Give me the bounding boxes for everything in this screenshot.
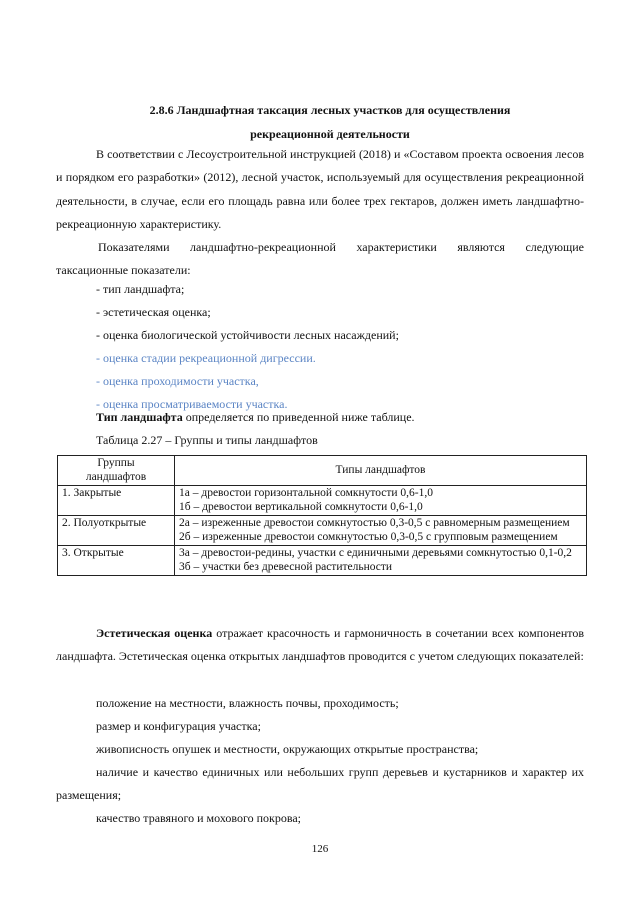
landscape-type-paragraph bbox=[96, 410, 415, 424]
aesthetic-item: положение на местности, влажность почвы, проходимость; bbox=[96, 696, 399, 710]
indicator-item-biological-stability: - оценка биологической устойчивости лесных насаждений; bbox=[96, 328, 399, 342]
types-cell bbox=[175, 516, 587, 546]
section-heading-line-2: рекреационной деятельности bbox=[250, 127, 410, 141]
header-types: Типы ландшафтов bbox=[175, 456, 587, 486]
aesthetic-text: отражает красочность и гармоничность в сочетании всех компонентов ландшафта. Эстетическая оценка открытых ландшафтов проводится с учетом следующих показателей: bbox=[56, 626, 585, 664]
landscape-type-term: Тип ландшафта bbox=[96, 410, 183, 424]
table-row bbox=[58, 546, 587, 576]
indicator-item-digression: - оценка стадии рекреационной дигрессии. bbox=[96, 351, 316, 365]
type-line: 3а – древостои-редины, участки с единичными деревьями сомкнутостью 0,1-0,2 bbox=[179, 547, 572, 559]
indicator-item-landscape-type: - тип ландшафта; bbox=[96, 282, 185, 296]
table-row bbox=[58, 486, 587, 516]
group-cell: 1. Закрытые bbox=[58, 486, 175, 516]
landscape-groups-table bbox=[57, 455, 587, 576]
aesthetic-item: наличие и качество единичных или небольших групп деревьев и кустарников и характер их размещения; bbox=[56, 765, 584, 803]
aesthetic-term: Эстетическая оценка bbox=[96, 626, 213, 640]
aesthetic-item: размер и конфигурация участка; bbox=[96, 719, 261, 733]
type-line: 1а – древостои горизонтальной сомкнутости 0,6-1,0 bbox=[179, 487, 434, 499]
types-cell bbox=[175, 546, 587, 576]
landscape-type-text: определяется по приведенной ниже таблице. bbox=[182, 410, 415, 424]
section-heading-line-1: 2.8.6 Ландшафтная таксация лесных участков для осуществления bbox=[149, 103, 511, 117]
table-row bbox=[58, 516, 587, 546]
type-line: 2б – изреженные древостои сомкнутостью 0,3-0,5 с групповым размещением bbox=[179, 530, 558, 543]
aesthetic-item: живописность опушек и местности, окружающих открытые пространства; bbox=[96, 742, 479, 756]
intro-paragraph: В соответствии с Лесоустроительной инструкцией (2018) и «Составом проекта освоения лесов и порядком его разработки» (2012), лесной участок, используемый для осуществления рекреационной деятельности, в случае, если его площадь равна или более трех гектаров, должен иметь ландшафтно-рекреационную характеристику. bbox=[56, 147, 584, 232]
header-groups: Группы ландшафтов bbox=[58, 456, 175, 486]
group-cell: 2. Полуоткрытые bbox=[58, 516, 175, 546]
table-header-row bbox=[58, 456, 587, 486]
group-cell: 3. Открытые bbox=[58, 546, 175, 576]
types-cell bbox=[175, 486, 587, 516]
type-line: 1б – древостои вертикальной сомкнутости 0,6-1,0 bbox=[179, 500, 423, 513]
page-number: 126 bbox=[311, 843, 329, 855]
indicators-intro-paragraph: Показателями ландшафтно-рекреационной характеристики являются следующие таксационные показатели: bbox=[56, 240, 584, 278]
indicator-item-passability: - оценка проходимости участка, bbox=[96, 374, 259, 388]
indicator-item-visibility: - оценка просматриваемости участка. bbox=[96, 397, 288, 411]
type-line: 2а – изреженные древостои сомкнутостью 0,3-0,5 с равномерным размещением bbox=[179, 517, 570, 529]
indicator-item-aesthetic: - эстетическая оценка; bbox=[96, 305, 211, 319]
aesthetic-paragraph bbox=[56, 622, 584, 669]
aesthetic-item: качество травяного и мохового покрова; bbox=[96, 811, 301, 825]
type-line: 3б – участки без древесной растительности bbox=[179, 560, 393, 573]
table-caption: Таблица 2.27 – Группы и типы ландшафтов bbox=[96, 433, 318, 447]
